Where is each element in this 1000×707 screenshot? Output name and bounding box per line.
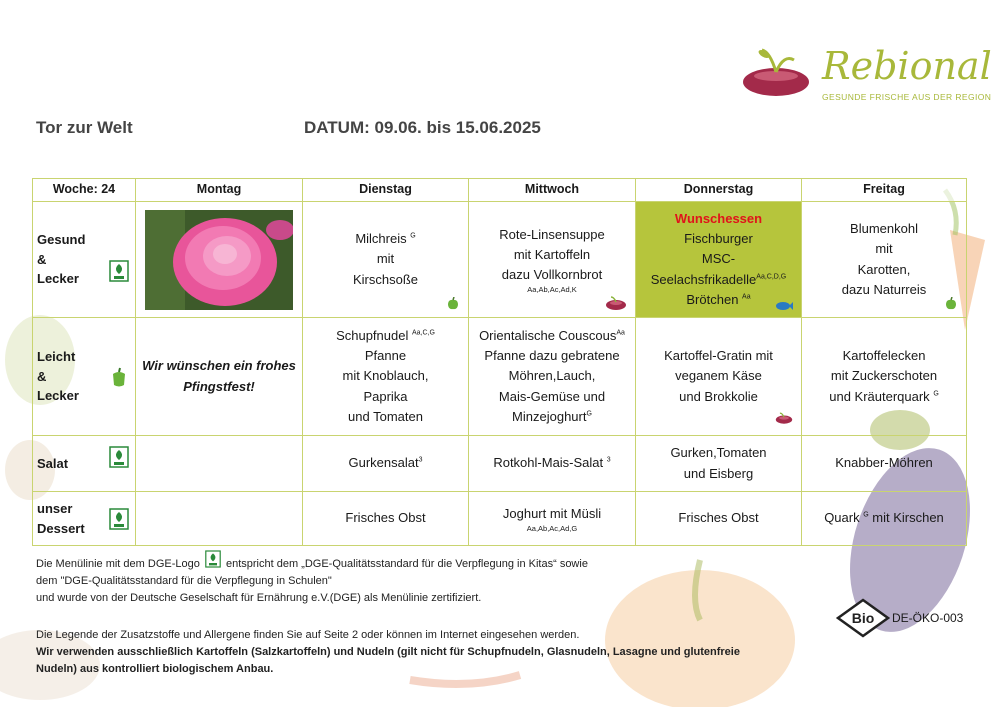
footer-legend-note <box>36 627 740 678</box>
label-line: Lecker <box>37 271 79 287</box>
bio-seal-text: Bio <box>851 610 875 626</box>
brand-tagline: GESUNDE FRISCHE AUS DER REGION <box>822 92 992 102</box>
dish-line: Mais-Gemüse und <box>498 388 606 404</box>
peony-flower-image <box>145 210 293 310</box>
location-title: Tor zur Welt <box>36 118 133 137</box>
row-label-dessert <box>33 492 136 546</box>
footer-text: und wurde von der Deutsche Geselschaft für Ernährung e.V.(DGE) als Menülinie zertifiziert. <box>36 592 482 605</box>
allergen: G <box>586 410 592 418</box>
apple-icon <box>446 297 460 311</box>
allergen: Aa,C,D,G <box>756 273 787 281</box>
row-label-salat <box>33 436 136 492</box>
dish-line: und Kräuterquark <box>829 388 934 404</box>
dish-line: Quark <box>824 510 864 526</box>
eco-control-code: DE-ÖKO-003 <box>892 611 964 625</box>
greeting-line: Wir wünschen ein frohes <box>142 358 296 374</box>
dish-line: dazu Naturreis <box>841 281 927 297</box>
cell-dessert-wednesday <box>469 492 636 546</box>
dish-line: Möhren,Lauch, <box>508 368 596 384</box>
label-line: Leicht <box>37 349 76 365</box>
dish-line: Pfanne <box>364 348 407 364</box>
cell-dessert-friday <box>802 492 967 546</box>
footer-text: Die Menülinie mit dem DGE-Logo <box>36 558 200 570</box>
row-leicht <box>33 318 967 436</box>
fish-icon <box>775 301 793 311</box>
allergen: G <box>863 512 869 520</box>
day-friday: Freitag <box>802 179 967 202</box>
dish-line: Joghurt mit Müsli <box>502 505 602 521</box>
footer-text: Die Legende der Zusatzstoffe und Allergene finden Sie auf Seite 2 oder können im Internet eingesehen werden. <box>36 629 580 641</box>
dish-line: Kartoffel-Gratin mit <box>664 348 773 364</box>
dish-line: mit <box>376 251 395 267</box>
date-range: DATUM: 09.06. bis 15.06.2025 <box>304 118 541 137</box>
cell-salat-monday <box>136 436 303 492</box>
label-line: & <box>37 368 47 384</box>
allergen: 3 <box>418 457 423 465</box>
pepper-icon <box>109 366 129 388</box>
cell-gesund-tuesday <box>303 202 469 318</box>
dish-line: Fischburger <box>684 231 753 247</box>
dish-line: dazu Vollkornbrot <box>501 267 603 283</box>
row-label-gesund <box>33 202 136 318</box>
dish-line: Kartoffelecken <box>842 348 926 364</box>
cell-gesund-thursday <box>636 202 802 318</box>
dish-line: Blumenkohl <box>850 221 918 237</box>
cell-salat-friday <box>802 436 967 492</box>
dish-line: und Tomaten <box>348 408 423 424</box>
dish-line: Schupfnudel <box>336 328 412 344</box>
day-wednesday: Mittwoch <box>469 179 636 202</box>
cell-gesund-friday <box>802 202 967 318</box>
dish-line: Brötchen <box>686 291 743 307</box>
dish-line: und Brokkolie <box>679 388 758 404</box>
footer-dge-note <box>36 556 588 607</box>
dish-line: Paprika <box>363 388 408 404</box>
allergen-small: Aa,Ab,Ac,Ad,K <box>527 285 577 295</box>
dge-logo-icon <box>205 550 221 568</box>
footer-text: dem "DGE-Qualitätsstandard für die Verpflegung in Schulen" <box>36 575 332 588</box>
greeting-line: Pfingstfest! <box>183 378 255 394</box>
label-line: Gesund <box>37 232 86 248</box>
cell-leicht-monday <box>136 318 303 436</box>
dish-line: Knabber-Möhren <box>835 455 933 471</box>
dish-line: Orientalische Couscous <box>479 328 617 344</box>
allergen: G <box>933 390 939 398</box>
week-label: Woche: 24 <box>33 179 136 202</box>
label-line: Lecker <box>37 388 79 404</box>
cell-leicht-wednesday <box>469 318 636 436</box>
footer-text: entspricht dem „DGE-Qualitätsstandard für die Verpflegung in Kitas“ sowie <box>225 558 588 570</box>
dish-line: Frisches Obst <box>345 510 426 526</box>
cell-gesund-wednesday <box>469 202 636 318</box>
row-label-leicht <box>33 318 136 436</box>
cell-dessert-thursday <box>636 492 802 546</box>
allergen: Aa,C,G <box>411 329 435 337</box>
weekly-menu-table <box>32 178 967 546</box>
header-row <box>33 179 967 202</box>
dish-line: Pfanne dazu gebratene <box>484 348 620 364</box>
dge-logo-icon <box>109 260 129 282</box>
dish-line: Rotkohl-Mais-Salat <box>493 455 607 471</box>
cell-leicht-friday <box>802 318 967 436</box>
dish-line: mit <box>875 241 893 257</box>
cell-salat-tuesday <box>303 436 469 492</box>
label-line: unser <box>37 501 73 516</box>
row-salat <box>33 436 967 492</box>
footer-bold-text: Wir verwenden ausschließlich Kartoffeln (Salzkartoffeln) und Nudeln (gilt nicht für Schupfnudeln, Glasnudeln, Lasagne und glutenfreie <box>36 646 740 659</box>
dish-line: Seelachsfrikadelle <box>650 271 757 287</box>
bowl-icon <box>775 411 793 425</box>
wunschessen-title: Wunschessen <box>674 211 763 227</box>
label-line: Salat <box>37 455 69 471</box>
dish-line: veganem Käse <box>675 368 762 384</box>
dish-line: mit Knoblauch, <box>342 368 429 384</box>
brand-name: Rebional <box>822 44 992 88</box>
dish-line: mit Kartoffeln <box>513 246 591 262</box>
bowl-logo-icon <box>740 42 816 102</box>
day-tuesday: Dienstag <box>303 179 469 202</box>
allergen: G <box>410 232 416 240</box>
dge-logo-icon <box>109 446 129 468</box>
day-thursday: Donnerstag <box>636 179 802 202</box>
dish-line: Frisches Obst <box>678 510 759 526</box>
label-line: Dessert <box>37 520 85 536</box>
dish-line: Karotten, <box>857 261 911 277</box>
dish-line: mit Zuckerschoten <box>830 368 938 384</box>
dge-logo-icon <box>109 508 129 530</box>
cell-leicht-tuesday <box>303 318 469 436</box>
cell-gesund-monday <box>136 202 303 318</box>
footer-bold-text: Nudeln) aus kontrolliert biologischem Anbau. <box>36 663 274 676</box>
cell-dessert-monday <box>136 492 303 546</box>
dish-line: Kirschsoße <box>352 271 419 287</box>
dish-line: MSC- <box>701 251 736 267</box>
dish-line: Milchreis <box>355 231 411 247</box>
allergen: Aa <box>742 293 751 301</box>
cell-salat-thursday <box>636 436 802 492</box>
day-monday: Montag <box>136 179 303 202</box>
cell-salat-wednesday <box>469 436 636 492</box>
dish-line: Gurken,Tomaten <box>670 445 767 461</box>
allergen: 3 <box>606 457 611 465</box>
cell-leicht-thursday <box>636 318 802 436</box>
allergen-small: Aa,Ab,Ac,Ad,G <box>526 524 578 534</box>
dish-line: Rote-Linsensuppe <box>499 226 605 242</box>
apple-icon <box>944 297 958 311</box>
bio-seal-icon <box>836 598 890 638</box>
rebional-logo <box>740 42 992 112</box>
allergen: Aa <box>616 329 625 337</box>
dish-line: und Eisberg <box>683 465 754 481</box>
label-line: & <box>37 251 47 267</box>
cell-dessert-tuesday <box>303 492 469 546</box>
dish-line: Minzejoghurt <box>512 408 587 424</box>
row-dessert <box>33 492 967 546</box>
dish-line: mit Kirschen <box>868 510 944 526</box>
bowl-icon <box>605 295 627 311</box>
row-gesund <box>33 202 967 318</box>
dish-line: Gurkensalat <box>348 455 419 471</box>
